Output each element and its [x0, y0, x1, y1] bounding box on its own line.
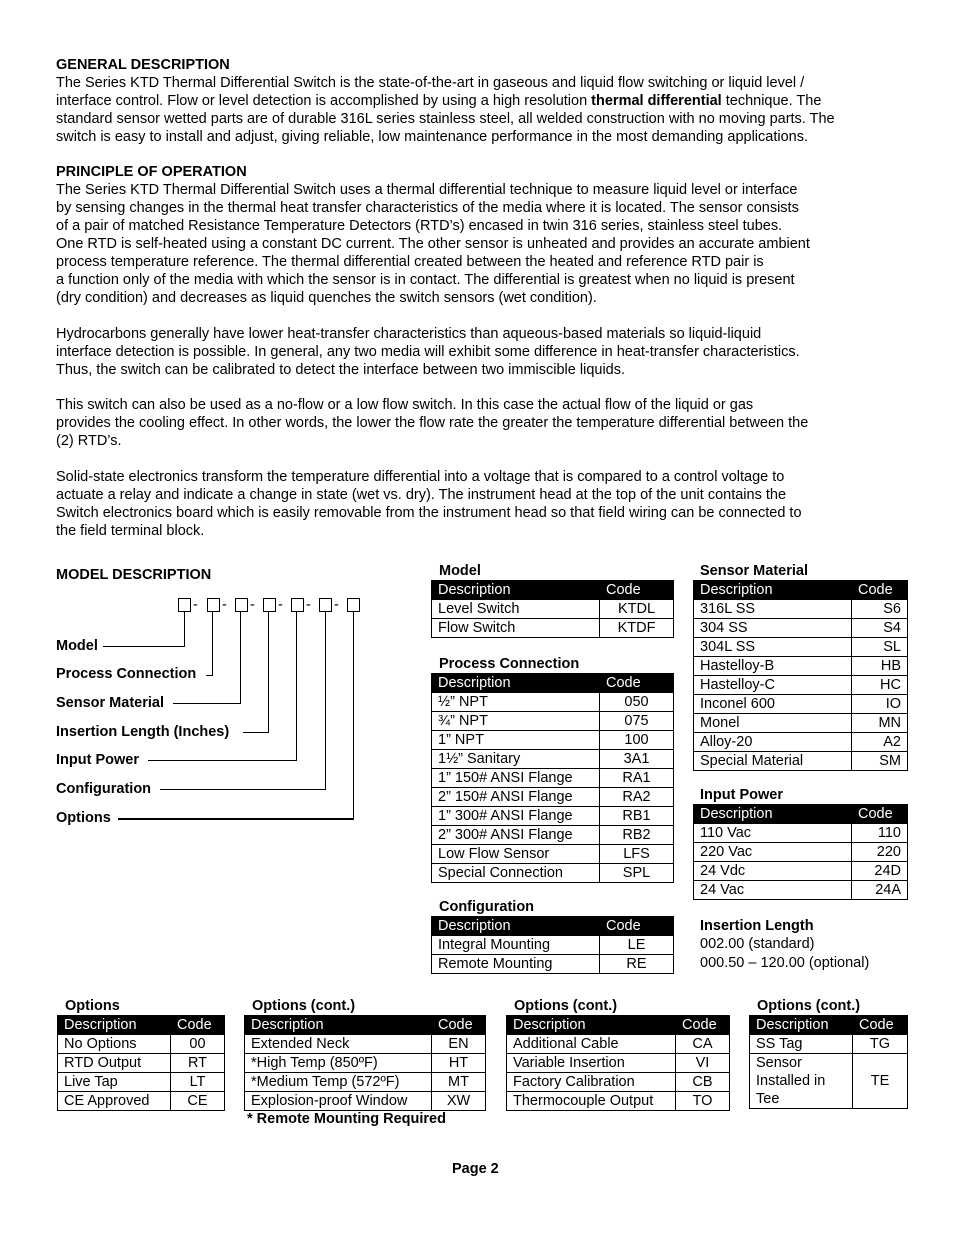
label-sensor-material: Sensor Material: [56, 695, 164, 711]
principle-paragraph-2: Hydrocarbons generally have lower heat-transfer characteristics than aqueous-based materials so liquid-liquid interface detection is possible. In general, any two media will exhibit some difference in heat-transfer characteristics. Thus, the switch can be calibrated to detect the interface between two immiscible liquids.: [56, 326, 800, 378]
separator-dash: -: [306, 597, 311, 613]
model-code-box: [319, 598, 332, 612]
input-power-title: Input Power: [700, 787, 783, 803]
table-row: Explosion-proof Window XW: [245, 1092, 486, 1111]
table-header-row: Description Code: [750, 1016, 908, 1035]
principle-paragraph-3: This switch can also be used as a no-flow or a low flow switch. In this case the actual flow of the liquid or gas provides the cooling effect. In other words, the lower the flow rate the greater the temperature differential between the (2) RTD’s.: [56, 397, 809, 449]
general-heading: GENERAL DESCRIPTION: [56, 57, 230, 73]
table-row: SS Tag TG: [750, 1035, 908, 1054]
label-model: Model: [56, 638, 98, 654]
table-row: Flow Switch KTDF: [432, 619, 674, 638]
table-row: 1” 300# ANSI Flange RB1: [432, 807, 674, 826]
table-row: Extended Neck EN: [245, 1035, 486, 1054]
principle-paragraph-4: Solid-state electronics transform the temperature differential into a voltage that is compared to a control voltage to actuate a relay and indicate a change in state (wet vs. dry). The instrument head at the top of the unit contains the Switch electronics board which is easily removable from the instrument head so that field wiring can be connected to the field terminal block.: [56, 469, 802, 539]
table-row: Special Material SM: [694, 752, 908, 771]
connector-line: [325, 612, 326, 790]
table-row: 304L SS SL: [694, 638, 908, 657]
table-row: CE Approved CE: [58, 1092, 225, 1111]
model-description-heading: MODEL DESCRIPTION: [56, 567, 212, 583]
input-power-table: [693, 804, 908, 900]
separator-dash: -: [278, 597, 283, 613]
table-header-row: Description Code: [245, 1016, 486, 1035]
connector-line: [206, 675, 213, 676]
separator-dash: -: [334, 597, 339, 613]
table-row: Special Connection SPL: [432, 864, 674, 883]
table-header-row: Description Code: [694, 581, 908, 600]
connector-line: [160, 789, 326, 790]
label-process-connection: Process Connection: [56, 666, 197, 682]
connector-line: [268, 612, 269, 733]
sensor-material-table: [693, 580, 908, 771]
table-row: Live Tap LT: [58, 1073, 225, 1092]
table-row: 1” 150# ANSI Flange RA1: [432, 769, 674, 788]
table-row: 220 Vac 220: [694, 843, 908, 862]
options-table: [57, 1015, 225, 1111]
connector-line: [296, 612, 297, 761]
principle-paragraph-1: The Series KTD Thermal Differential Switch uses a thermal differential technique to measure liquid level or interface by sensing changes in the thermal heat transfer characteristics of the media where it is located. The sensor consists of a pair of matched Resistance Temperature Detectors (RTD’s) encased in twin 316 series, stainless steel tubes. One RTD is self-heated using a constant DC current. The other sensor is unheated and provides an accurate ambient process temperature reference. The thermal differential created between the heated and reference RTD pair is a function only of the media with which the sensor is in contact. The differential is greatest when no liquid is present (dry condition) and decreases as liquid quenches the switch sensors (wet condition).: [56, 182, 810, 306]
table-row: 24 Vac 24A: [694, 881, 908, 900]
table-row: 2” 150# ANSI Flange RA2: [432, 788, 674, 807]
separator-dash: -: [222, 597, 227, 613]
table-row: 316L SS S6: [694, 600, 908, 619]
sensor-material-title: Sensor Material: [700, 563, 808, 579]
table-row: *High Temp (850ºF) HT: [245, 1054, 486, 1073]
table-row: 1” NPT 100: [432, 731, 674, 750]
options-title: Options: [65, 998, 120, 1014]
model-code-box: [263, 598, 276, 612]
table-row: Thermocouple Output TO: [507, 1092, 730, 1111]
table-row: Factory Calibration CB: [507, 1073, 730, 1092]
insertion-length-optional: 000.50 – 120.00 (optional): [700, 955, 870, 971]
table-row: Sensor Installed in Tee TE: [750, 1054, 908, 1109]
options-cont-title: Options (cont.): [514, 998, 618, 1014]
connector-line: [148, 760, 297, 761]
model-code-box: [235, 598, 248, 612]
model-code-box: [347, 598, 360, 612]
connector-line: [184, 612, 185, 647]
connector-line: [240, 612, 241, 704]
table-row: 304 SS S4: [694, 619, 908, 638]
label-options: Options: [56, 810, 111, 826]
principle-heading: PRINCIPLE OF OPERATION: [56, 164, 247, 180]
table-row: No Options 00: [58, 1035, 225, 1054]
label-input-power: Input Power: [56, 752, 139, 768]
process-connection-title: Process Connection: [439, 656, 580, 672]
connector-line: [243, 732, 269, 733]
model-table: [431, 580, 674, 638]
table-header-row: Description Code: [432, 917, 674, 936]
options-cont-table-1: [244, 1015, 486, 1111]
table-row: Low Flow Sensor LFS: [432, 845, 674, 864]
table-row: ½” NPT 050: [432, 693, 674, 712]
table-header-row: Description Code: [432, 674, 674, 693]
label-configuration: Configuration: [56, 781, 152, 797]
options-cont-table-3: [749, 1015, 908, 1109]
table-row: 110 Vac 110: [694, 824, 908, 843]
table-header-row: Description Code: [694, 805, 908, 824]
table-row: 24 Vdc 24D: [694, 862, 908, 881]
table-row: Level Switch KTDL: [432, 600, 674, 619]
table-row: Hastelloy-C HC: [694, 676, 908, 695]
table-header-row: Description Code: [58, 1016, 225, 1035]
options-cont-title: Options (cont.): [757, 998, 861, 1014]
insertion-length-standard: 002.00 (standard): [700, 936, 815, 952]
connector-line: [173, 703, 241, 704]
table-row: 1½” Sanitary 3A1: [432, 750, 674, 769]
table-row: Alloy-20 A2: [694, 733, 908, 752]
connector-line: [103, 646, 185, 647]
table-row: Variable Insertion VI: [507, 1054, 730, 1073]
table-row: *Medium Temp (572ºF) MT: [245, 1073, 486, 1092]
configuration-title: Configuration: [439, 899, 535, 915]
options-cont-table-2: [506, 1015, 730, 1111]
model-code-box: [207, 598, 220, 612]
table-header-row: Description Code: [432, 581, 674, 600]
model-table-title: Model: [439, 563, 481, 579]
options-cont-title: Options (cont.): [252, 998, 356, 1014]
table-row: Remote Mounting RE: [432, 955, 674, 974]
separator-dash: -: [250, 597, 255, 613]
table-row: 2” 300# ANSI Flange RB2: [432, 826, 674, 845]
connector-line: [353, 612, 354, 819]
table-row: Integral Mounting LE: [432, 936, 674, 955]
process-connection-table: [431, 673, 674, 883]
remote-mounting-note: * Remote Mounting Required: [247, 1111, 446, 1127]
table-row: Inconel 600 IO: [694, 695, 908, 714]
configuration-table: [431, 916, 674, 974]
model-code-box: [178, 598, 191, 612]
general-paragraph: The Series KTD Thermal Differential Switch is the state-of-the-art in gaseous and liquid flow switching or liquid level / interface control. Flow or level detection is accomplished by using a high resolution thermal differential technique. The standard sensor wetted parts are of durable 316L series stainless steel, all welded construction with no moving parts. The switch is easy to install and adjust, giving reliable, low maintenance performance in the most demanding applications.: [56, 75, 835, 145]
table-header-row: Description Code: [507, 1016, 730, 1035]
label-insertion-length: Insertion Length (Inches): [56, 724, 230, 740]
table-row: RTD Output RT: [58, 1054, 225, 1073]
page-number: Page 2: [452, 1161, 499, 1177]
table-row: Hastelloy-B HB: [694, 657, 908, 676]
model-code-box: [291, 598, 304, 612]
separator-dash: -: [193, 597, 198, 613]
insertion-length-title: Insertion Length: [700, 918, 814, 934]
connector-line: [118, 818, 354, 820]
connector-line: [212, 612, 213, 676]
table-row: Monel MN: [694, 714, 908, 733]
table-row: ¾” NPT 075: [432, 712, 674, 731]
table-row: Additional Cable CA: [507, 1035, 730, 1054]
